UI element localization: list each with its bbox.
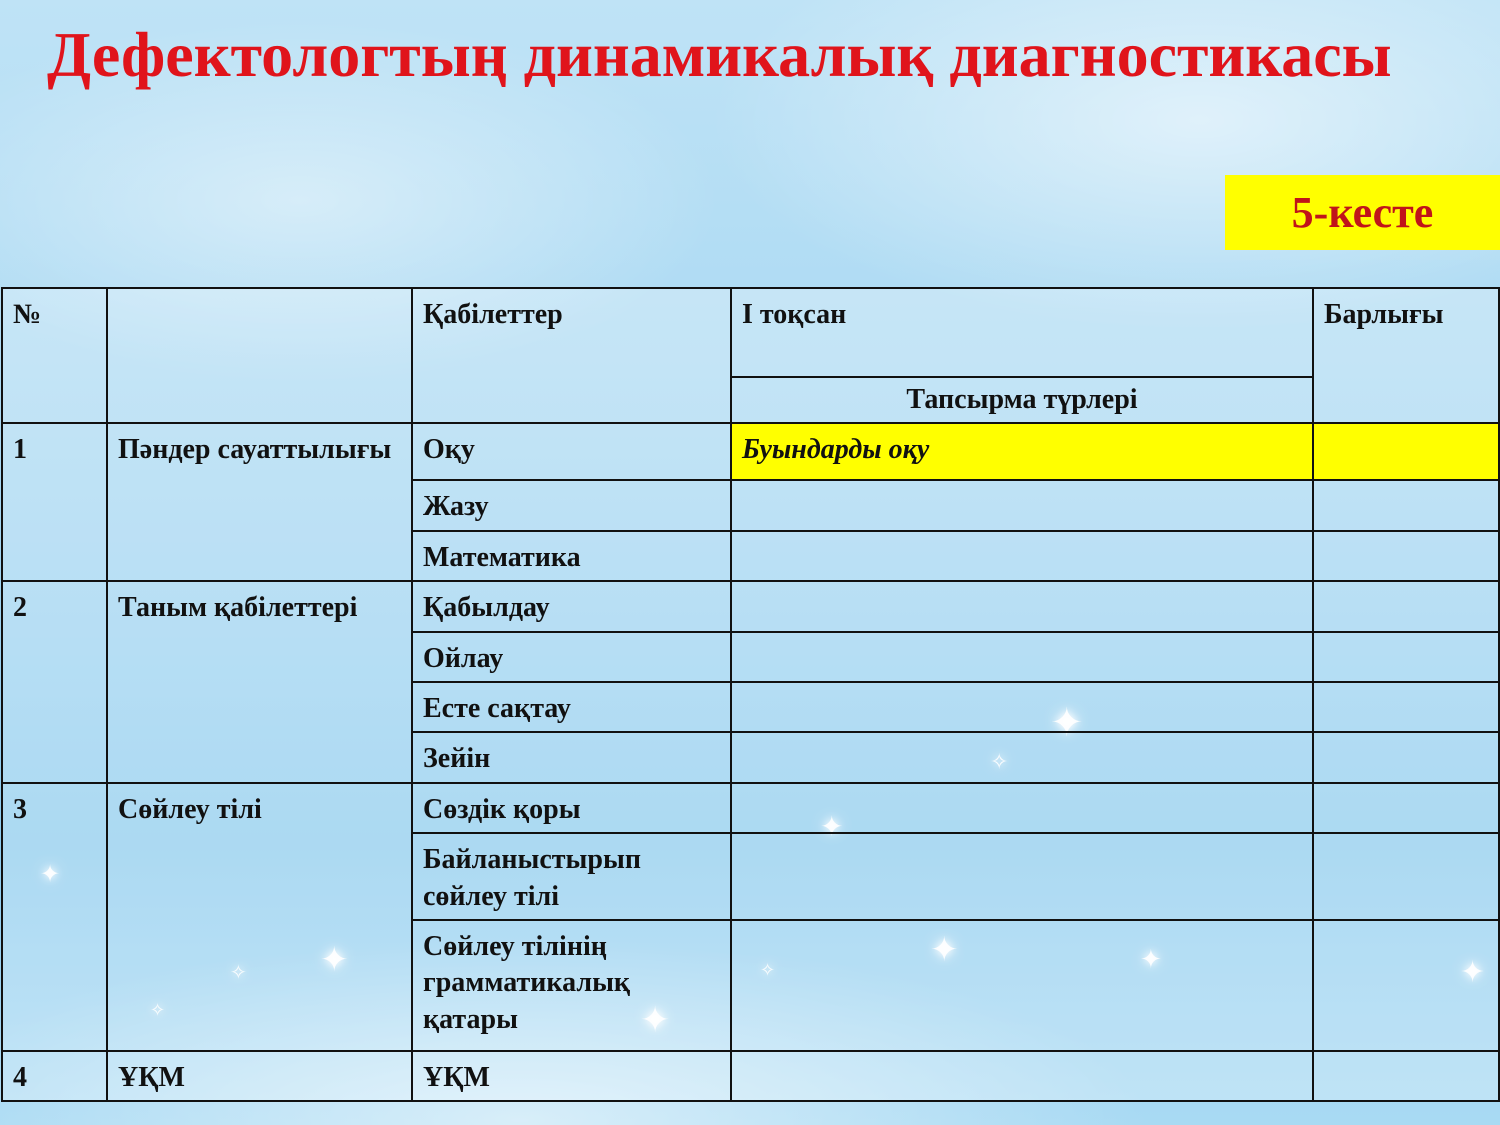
group-name: ҰҚМ [107, 1051, 412, 1101]
sparkle-icon: ✦ [40, 860, 61, 888]
sparkle-icon: ✧ [230, 960, 247, 984]
header-quarter: І тоқсан [731, 288, 1313, 377]
total-cell [1313, 682, 1499, 732]
sparkle-icon: ✦ [640, 1000, 671, 1041]
task-cell [731, 732, 1313, 782]
sparkle-icon: ✦ [820, 810, 844, 843]
total-cell [1313, 531, 1499, 581]
group-name: Пәндер сауаттылығы [107, 423, 412, 581]
header-category [107, 288, 412, 423]
group-name: Сөйлеу тілі [107, 783, 412, 1051]
table-number-badge: 5-кесте [1225, 175, 1500, 250]
sparkle-icon: ✧ [990, 750, 1009, 775]
sparkle-icon: ✦ [930, 930, 959, 970]
sparkle-icon: ✦ [1460, 955, 1486, 990]
ability-cell: Математика [412, 531, 731, 581]
total-cell [1313, 581, 1499, 631]
sparkle-icon: ✧ [150, 1000, 166, 1021]
total-cell [1313, 423, 1499, 480]
ability-cell: Сөздік қоры [412, 783, 731, 833]
header-task-types: Тапсырма түрлері [731, 377, 1313, 423]
header-abilities: Қабілеттер [412, 288, 731, 423]
task-cell [731, 632, 1313, 682]
task-cell [731, 531, 1313, 581]
ability-cell: Жазу [412, 480, 731, 530]
task-cell [731, 682, 1313, 732]
ability-cell: ҰҚМ [412, 1051, 731, 1101]
diagnostics-table [1, 287, 1500, 1102]
ability-cell: Байланыстырып сөйлеу тілі [412, 833, 731, 920]
task-cell-highlighted: Буындарды оқу [731, 423, 1313, 480]
group-name: Таным қабілеттері [107, 581, 412, 783]
table-row [2, 783, 1499, 833]
ability-cell: Зейін [412, 732, 731, 782]
table-row [2, 581, 1499, 631]
total-cell [1313, 783, 1499, 833]
header-num: № [2, 288, 107, 423]
sparkle-icon: ✧ [760, 960, 776, 981]
table-row [2, 1051, 1499, 1101]
header-row [2, 288, 1499, 377]
sparkle-icon: ✦ [1050, 700, 1084, 746]
group-number: 1 [2, 423, 107, 581]
task-cell [731, 480, 1313, 530]
task-cell [731, 783, 1313, 833]
total-cell [1313, 920, 1499, 1051]
group-number: 3 [2, 783, 107, 1051]
ability-cell: Сөйлеу тілінің грамматикалық қатары [412, 920, 731, 1051]
task-cell [731, 920, 1313, 1051]
total-cell [1313, 732, 1499, 782]
ability-cell: Қабылдау [412, 581, 731, 631]
task-cell [731, 1051, 1313, 1101]
ability-cell: Ойлау [412, 632, 731, 682]
header-total: Барлығы [1313, 288, 1499, 423]
group-number: 2 [2, 581, 107, 783]
ability-cell: Оқу [412, 423, 731, 480]
total-cell [1313, 833, 1499, 920]
sparkle-icon: ✦ [1140, 945, 1162, 975]
total-cell [1313, 632, 1499, 682]
task-cell [731, 833, 1313, 920]
total-cell [1313, 1051, 1499, 1101]
sparkle-icon: ✦ [320, 940, 349, 980]
total-cell [1313, 480, 1499, 530]
table-row [2, 423, 1499, 480]
task-cell [731, 581, 1313, 631]
ability-cell: Есте сақтау [412, 682, 731, 732]
page-title: Дефектологтың динамикалық диагностикасы [47, 19, 1392, 90]
group-number: 4 [2, 1051, 107, 1101]
